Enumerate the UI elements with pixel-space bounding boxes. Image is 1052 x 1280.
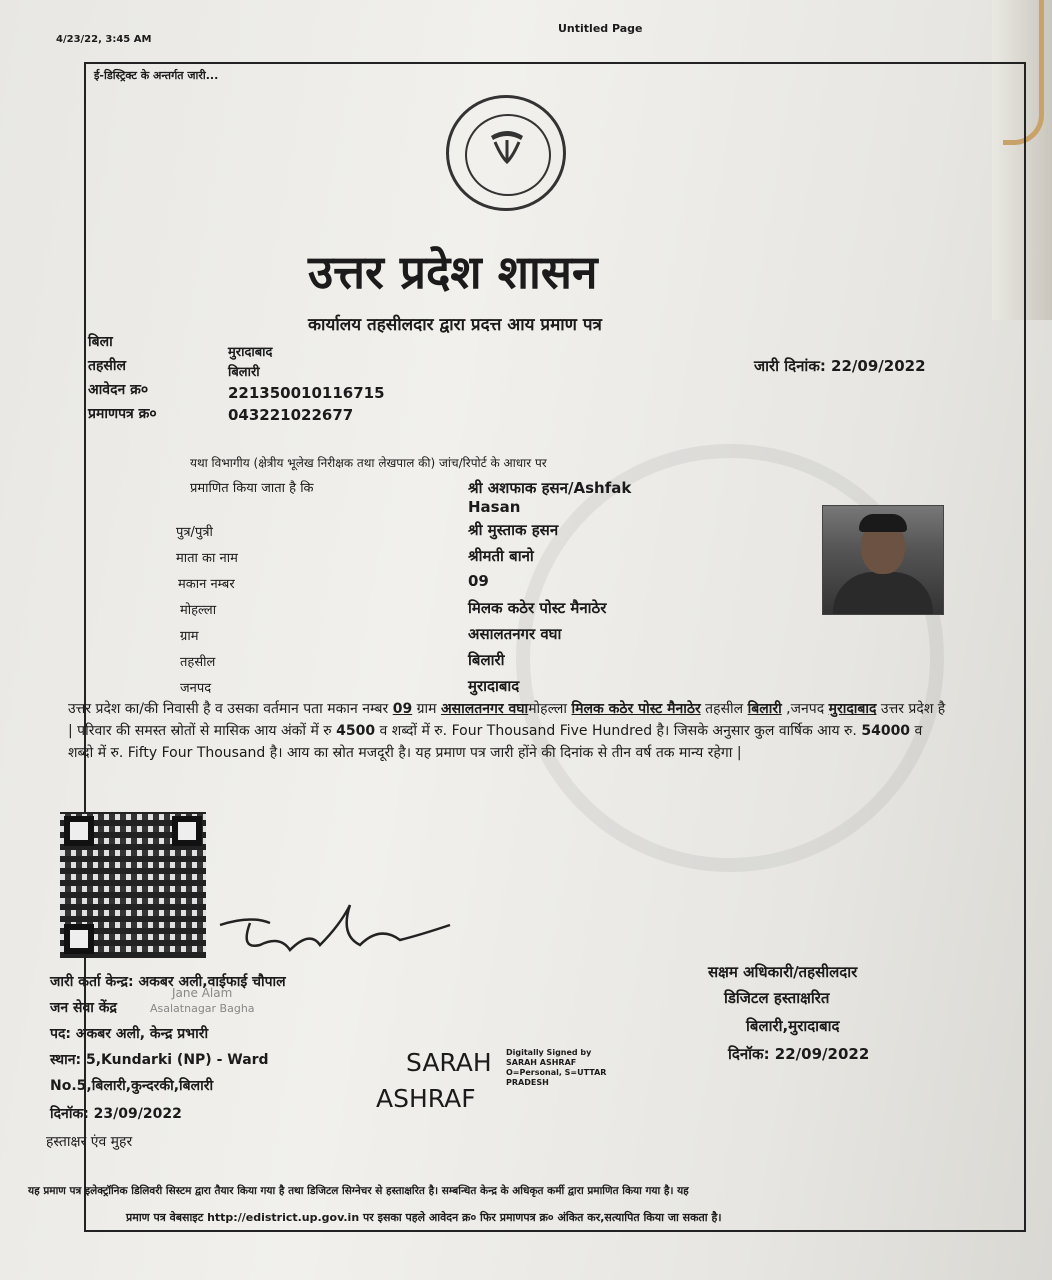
field-value: बिलारी xyxy=(228,365,260,380)
para-text: उत्तर प्रदेश का/की निवासी है व उसका वर्तमान पता मकान नम्बर xyxy=(68,701,393,717)
issuer-line: पद: अकबर अली, केन्द्र प्रभारी xyxy=(50,1026,209,1042)
para-text: व शब्दों में रु. Four Thousand Five Hundred है। जिसके अनुसार कुल वार्षिक आय रु. xyxy=(375,723,862,739)
up-government-emblem xyxy=(446,95,566,211)
para-text: तहसील xyxy=(705,701,748,717)
para-village: असालतनगर वघा xyxy=(440,701,529,717)
certify-label: प्रमाणित किया जाता है कि xyxy=(190,481,314,496)
detail-label: माता का नाम xyxy=(176,551,238,566)
para-text: मोहल्ला xyxy=(528,701,572,717)
sig-line: O=Personal, S=UTTAR xyxy=(506,1068,607,1077)
field-label: प्रमाणपत्र क्र० xyxy=(88,406,157,422)
authority-line: बिलारी,मुरादाबाद xyxy=(746,1017,840,1035)
stamp-line: Jane Alam xyxy=(172,986,233,1000)
para-text: उत्तर प्रदेश है | परिवार की समस्त स्रोतों से मासिक आय अंकों में रु xyxy=(68,701,946,739)
holder-name-cont: Hasan xyxy=(468,498,521,516)
authority-line: डिजिटल हस्ताक्षरित xyxy=(724,989,830,1007)
photo-hair xyxy=(859,514,907,532)
print-page-title: Untitled Page xyxy=(558,22,643,35)
detail-label: मोहल्ला xyxy=(180,603,217,618)
para-monthly: 4500 xyxy=(336,723,376,739)
certificate-number: 043221022677 xyxy=(228,406,354,424)
footer-line: यह प्रमाण पत्र इलेक्ट्रॉनिक डिलिवरी सिस्टम द्वारा तैयार किया गया है तथा डिजिटल सिग्नेचर से हस्ताक्षरित है। सम्बन्धित केन्द्र के अधिकृत कर्मी द्वारा प्रमाणित किया गया है। यह xyxy=(28,1185,689,1197)
footer-line: प्रमाण पत्र वेबसाइट http://edistrict.up.gov.in पर इसका पहले आवेदन क्र० फिर प्रमाणपत्र क्र० अंकित कर,सत्यापित किया जा सकता है। xyxy=(126,1211,722,1224)
sig-line: PRADESH xyxy=(506,1078,549,1087)
signer-name-1: SARAH xyxy=(406,1048,492,1077)
applicant-photo xyxy=(822,505,944,615)
para-district: मुरादाबाद xyxy=(828,701,877,717)
field-value: मुरादाबाद xyxy=(228,345,273,360)
authority-date: दिनॉक: 22/09/2022 xyxy=(728,1045,870,1063)
issuer-line: स्थान: 5,Kundarki (NP) - Ward xyxy=(50,1052,269,1068)
detail-value: बिलारी xyxy=(468,651,505,669)
detail-value: श्री मुस्ताक हसन xyxy=(468,521,559,539)
detail-value: असालतनगर वघा xyxy=(468,625,562,643)
detail-label: जनपद xyxy=(180,681,212,696)
qr-finder xyxy=(64,816,94,846)
detail-label: तहसील xyxy=(180,655,216,670)
issuer-line: जन सेवा केंद्र xyxy=(50,1000,117,1016)
detail-value: 09 xyxy=(468,572,489,590)
issue-date: जारी दिनांक: 22/09/2022 xyxy=(754,357,926,375)
field-label: तहसील xyxy=(88,358,126,374)
field-label: आवेदन क्र० xyxy=(88,382,149,398)
signature-details xyxy=(506,1048,606,1088)
issuer-line: जारी कर्ता केन्द्र: अकबर अली,वाईफाई चौपाल xyxy=(50,974,286,990)
detail-value: मिलक कठेर पोस्ट मैनाठेर xyxy=(468,599,607,617)
para-annual: 54000 xyxy=(861,723,911,739)
detail-label: मकान नम्बर xyxy=(178,577,235,592)
detail-label: पुत्र/पुत्री xyxy=(176,525,213,540)
certificate-frame xyxy=(28,62,1026,1232)
top-line: ई-डिस्ट्रिक्ट के अन्तर्गत जारी... xyxy=(94,69,219,82)
para-tehsil: बिलारी xyxy=(747,701,782,717)
qr-finder xyxy=(172,816,202,846)
issue-date-2: दिनॉक: 23/09/2022 xyxy=(50,1106,182,1122)
photo-shoulders xyxy=(833,572,933,615)
para-house: 09 xyxy=(392,701,413,717)
detail-value: श्रीमती बानो xyxy=(468,547,534,565)
para-text: व शब्दो में रु. Fifty Four Thousand है। आय का स्रोत मजदूरी है। यह प्रमाण पत्र जारी होंने की दिनांक से तीन वर्ष तक मान्य रहेगा | xyxy=(68,723,923,761)
print-datetime: 4/23/22, 3:45 AM xyxy=(56,34,152,45)
detail-label: ग्राम xyxy=(180,629,199,644)
sign-seal-label: हस्ताक्षर एंव मुहर xyxy=(46,1134,133,1150)
stamp-line: Asalatnagar Bagha xyxy=(150,1002,255,1015)
holder-name: श्री अशफाक हसन/Ashfak xyxy=(468,479,632,497)
para-mohalla: मिलक कठेर पोस्ट मैनाठेर xyxy=(571,701,701,717)
para-text: ग्राम xyxy=(412,701,441,717)
sig-line: Digitally Signed by xyxy=(506,1048,592,1057)
issuer-line: No.5,बिलारी,कुन्दरकी,बिलारी xyxy=(50,1078,214,1094)
emblem-fish-icon xyxy=(487,126,527,166)
handwritten-signature xyxy=(190,895,460,965)
qr-code[interactable] xyxy=(60,812,206,958)
main-title: उत्तर प्रदेश शासन xyxy=(308,245,598,299)
para-text: ,जनपद xyxy=(781,701,829,717)
certificate-paragraph xyxy=(68,698,948,764)
sig-line: SARAH ASHRAF xyxy=(506,1058,577,1067)
authority-line: सक्षम अधिकारी/तहसीलदार xyxy=(708,963,858,981)
field-label: बिला xyxy=(88,334,113,350)
qr-finder xyxy=(64,924,94,954)
signer-name-2: ASHRAF xyxy=(376,1084,476,1113)
detail-value: मुरादाबाद xyxy=(468,677,520,695)
application-number: 221350010116715 xyxy=(228,384,385,402)
subtitle: कार्यालय तहसीलदार द्वारा प्रदत्त आय प्रमाण पत्र xyxy=(308,315,602,335)
intro-line: यथा विभागीय (क्षेत्रीय भूलेख निरीक्षक तथा लेखपाल की) जांच/रिपोर्ट के आधार पर xyxy=(190,456,547,470)
